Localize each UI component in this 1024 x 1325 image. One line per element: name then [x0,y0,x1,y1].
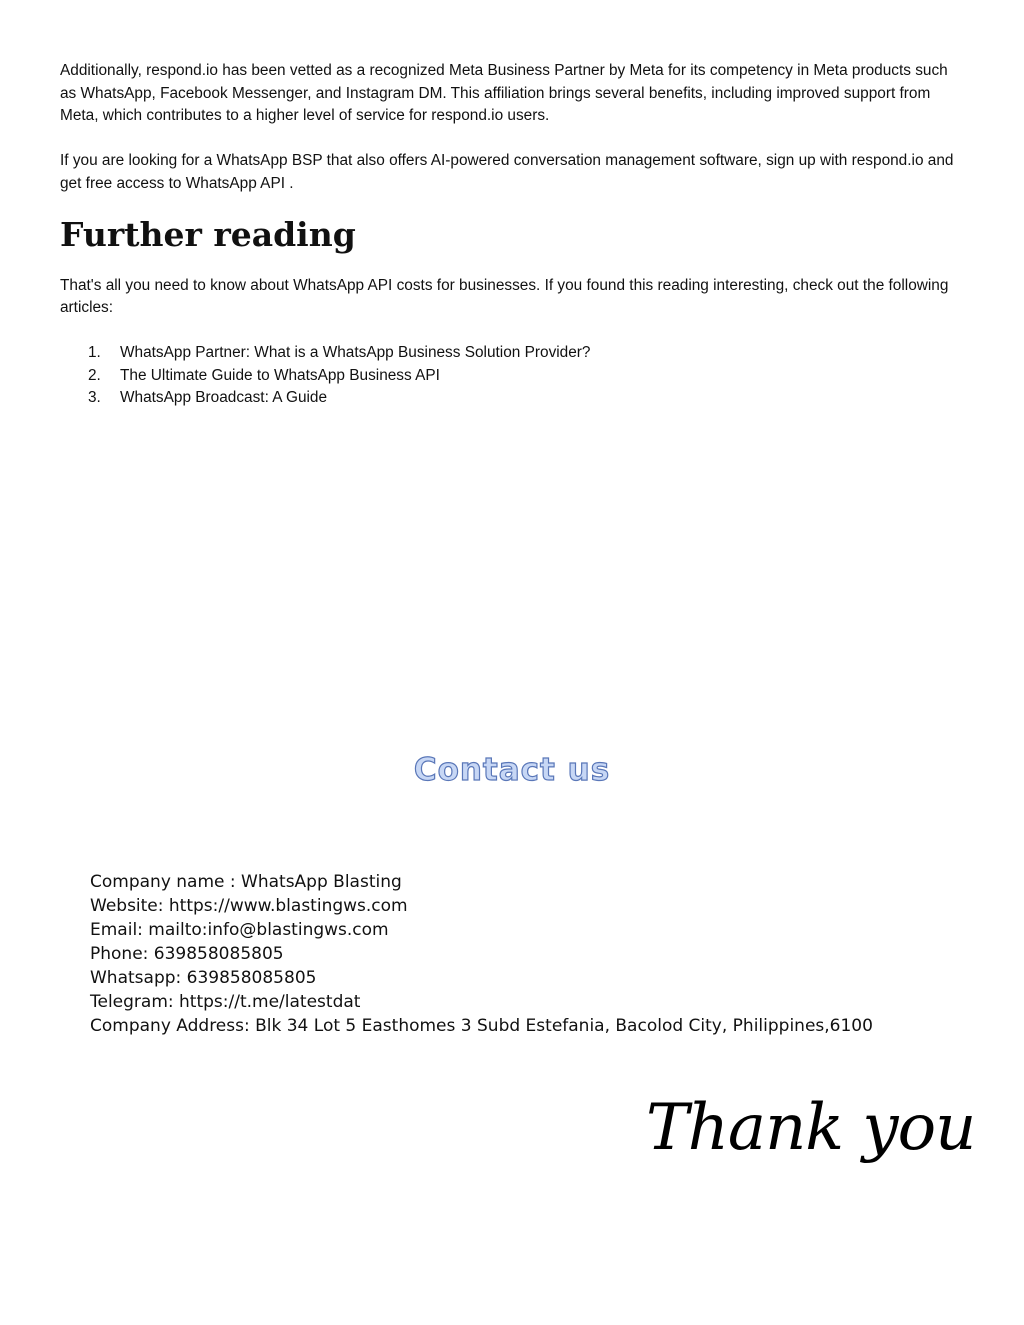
contact-address: Company Address: Blk 34 Lot 5 Easthomes 3 Subd Estefania, Bacolod City, Philippines,6100 [90,1016,873,1036]
intro-paragraph-2: If you are looking for a WhatsApp BSP that also offers AI-powered conversation management software, sign up with respond.io and get free access to WhatsApp API . [60,152,954,192]
list-item [60,342,960,365]
thank-you-text: Thank you [646,1091,976,1165]
list-item [60,387,960,410]
contact-telegram: Telegram: https://t.me/latestdat [90,992,361,1012]
further-reading-lead: That's all you need to know about WhatsApp API costs for businesses. If you found this reading interesting, check out the following articles: [60,276,949,316]
list-item-number: 2. [88,366,101,384]
contact-website: Website: https://www.blastingws.com [90,896,408,916]
contact-company-name: Company name : WhatsApp Blasting [90,872,402,892]
further-reading-list [60,342,960,410]
list-item-number: 1. [88,344,101,361]
list-item-number: 3. [88,389,101,406]
contact-phone: Phone: 639858085805 [90,944,284,964]
list-item-text: WhatsApp Partner: What is a WhatsApp Business Solution Provider? [120,344,591,361]
list-item-text: WhatsApp Broadcast: A Guide [120,389,328,406]
list-item [60,365,960,388]
article-body [60,60,960,410]
further-reading-heading: Further reading [60,214,356,254]
contact-whatsapp: Whatsapp: 639858085805 [90,968,317,988]
intro-paragraph-1: Additionally, respond.io has been vetted as a recognized Meta Business Partner by Meta for its competency in Meta products such as WhatsApp, Facebook Messenger, and Instagram DM. This affiliation brings several benefits, including improved support from Meta, which contributes to a higher level of service for respond.io users. [60,62,948,124]
list-item-text: The Ultimate Guide to WhatsApp Business API [120,366,440,384]
contact-details [90,870,990,1038]
contact-email: Email: mailto:info@blastingws.com [90,920,389,940]
contact-us-title: Contact us [413,752,611,788]
